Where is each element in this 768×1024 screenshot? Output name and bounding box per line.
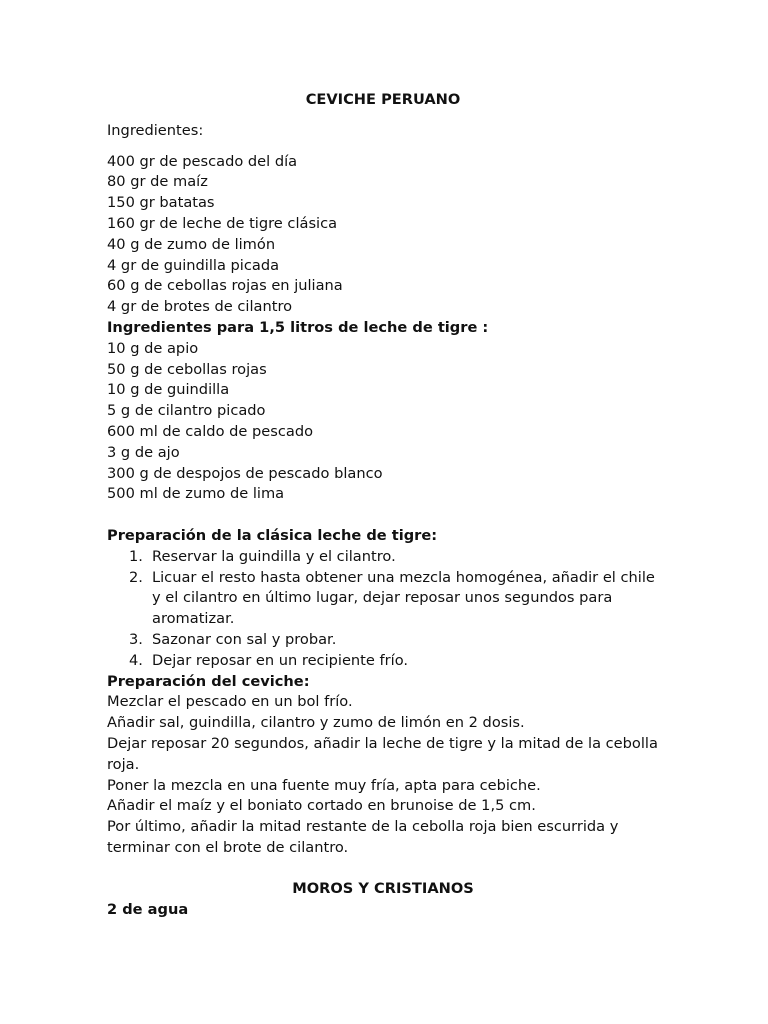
leche-ingredient-line: 300 g de despojos de pescado blanco [107, 464, 383, 482]
leche-ingredient-line: 3 g de ajo [107, 443, 180, 461]
step-number: 4. [129, 651, 143, 669]
paragraph-line: Poner la mezcla en una fuente muy fría, apta para cebiche. [107, 776, 541, 794]
paragraph-line: Mezclar el pescado en un bol frío. [107, 693, 353, 711]
step-item [107, 630, 667, 651]
leche-ingredients-list [107, 339, 667, 505]
ingredients-label: Ingredientes: [107, 121, 204, 139]
paragraph-line: Dejar reposar 20 segundos, añadir la leche de tigre y la mitad de la cebolla roja. [107, 734, 658, 773]
ingredient-line: 160 gr de leche de tigre clásica [107, 214, 338, 232]
step-item [107, 568, 667, 630]
leche-ingredient-line: 50 g de cebollas rojas [107, 360, 267, 378]
prep-leche-steps [107, 547, 667, 672]
ingredient-line: 4 gr de guindilla picada [107, 256, 280, 274]
paragraph-line: Añadir sal, guindilla, cilantro y zumo de limón en 2 dosis. [107, 714, 525, 732]
leche-ingredient-line: 10 g de guindilla [107, 381, 230, 399]
leche-ingredients-heading: Ingredientes para 1,5 litros de leche de tigre : [107, 318, 489, 336]
step-text: Reservar la guindilla y el cilantro. [152, 547, 396, 565]
step-text: Dejar reposar en un recipiente frío. [152, 651, 409, 669]
ingredient-line: 400 gr de pescado del día [107, 152, 298, 170]
ingredient-line: 80 gr de maíz [107, 173, 208, 191]
step-item [107, 651, 667, 672]
prep-leche-heading: Preparación de la clásica leche de tigre: [107, 526, 438, 544]
prep-ceviche-text [107, 692, 667, 858]
leche-ingredient-line: 600 ml de caldo de pescado [107, 422, 314, 440]
step-number: 2. [129, 568, 143, 586]
ingredients-list [107, 152, 667, 318]
ingredient-line: 4 gr de brotes de cilantro [107, 298, 293, 316]
ingredient-line: 40 g de zumo de limón [107, 235, 276, 253]
prep-ceviche-heading: Preparación del ceviche: [107, 672, 310, 690]
ingredient-line: 60 g de cebollas rojas en juliana [107, 277, 343, 295]
paragraph-line: Por último, añadir la mitad restante de la cebolla roja bien escurrida y terminar con el brote de cilantro. [107, 818, 619, 856]
paragraph-line: Añadir el maíz y el boniato cortado en brunoise de 1,5 cm. [107, 797, 536, 815]
leche-ingredient-line: 10 g de apio [107, 339, 199, 357]
leche-ingredient-line: 5 g de cilantro picado [107, 402, 266, 420]
moros-first-line: 2 de agua [107, 901, 189, 919]
recipe-title-ceviche: CEVICHE PERUANO [305, 91, 461, 108]
document-page [107, 90, 667, 921]
ingredient-line: 150 gr batatas [107, 194, 215, 212]
step-number: 3. [129, 630, 143, 648]
leche-ingredient-line: 500 ml de zumo de lima [107, 485, 285, 503]
recipe-title-moros: MOROS Y CRISTIANOS [292, 880, 474, 898]
step-text: Licuar el resto hasta obtener una mezcla homogénea, añadir el chile y el cilantro en último lugar, dejar reposar unos segundos para aromatizar. [152, 568, 655, 628]
step-number: 1. [129, 547, 143, 565]
step-item [107, 547, 667, 568]
step-text: Sazonar con sal y probar. [152, 630, 337, 648]
